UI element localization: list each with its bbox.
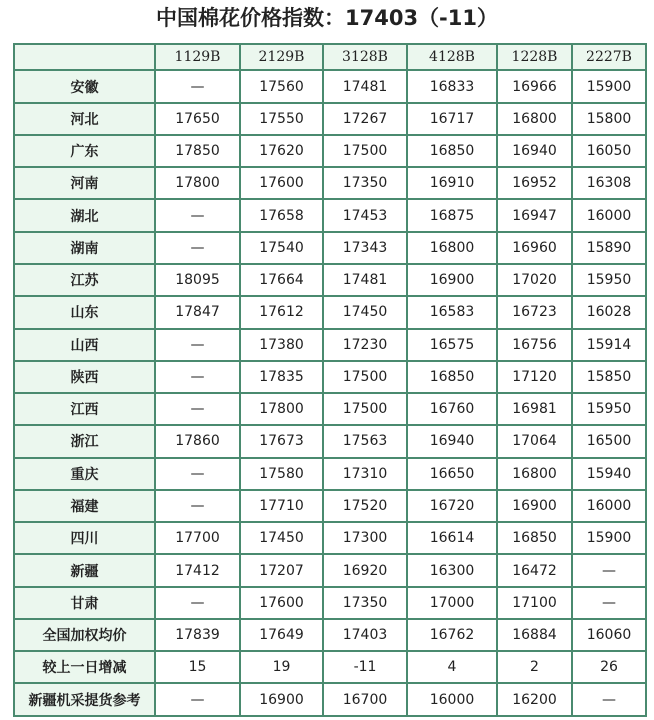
row-label: 湖南 (14, 232, 155, 264)
price-cell: 16920 (323, 554, 407, 586)
price-cell: — (572, 587, 646, 619)
price-cell: 17835 (240, 361, 323, 393)
price-cell: 17120 (497, 361, 572, 393)
price-cell: 16966 (497, 70, 572, 102)
price-cell: 16875 (407, 199, 497, 231)
price-cell: 17847 (155, 296, 240, 328)
price-cell: 16910 (407, 167, 497, 199)
price-cell: 16850 (497, 522, 572, 554)
price-cell: 2 (497, 651, 572, 683)
price-cell: 16000 (572, 490, 646, 522)
price-cell: 15 (155, 651, 240, 683)
price-cell: 17839 (155, 619, 240, 651)
price-cell: 16300 (407, 554, 497, 586)
table-row (14, 70, 646, 102)
price-cell: 17481 (323, 264, 407, 296)
price-cell: 16760 (407, 393, 497, 425)
price-cell: 17343 (323, 232, 407, 264)
price-cell: 17658 (240, 199, 323, 231)
price-cell: 16952 (497, 167, 572, 199)
price-cell: 16200 (497, 683, 572, 716)
price-cell: 17600 (240, 167, 323, 199)
price-cell: 15890 (572, 232, 646, 264)
price-cell: 17230 (323, 329, 407, 361)
price-cell: 17500 (323, 393, 407, 425)
price-cell: 26 (572, 651, 646, 683)
price-cell: 17650 (155, 103, 240, 135)
price-cell: 16028 (572, 296, 646, 328)
price-cell: — (572, 683, 646, 716)
table-row (14, 199, 646, 231)
price-cell: 15800 (572, 103, 646, 135)
table-row (14, 361, 646, 393)
price-cell: 17550 (240, 103, 323, 135)
price-cell: 17481 (323, 70, 407, 102)
price-cell: — (155, 361, 240, 393)
price-cell: 17620 (240, 135, 323, 167)
price-cell: — (155, 683, 240, 716)
price-cell: 16614 (407, 522, 497, 554)
price-cell: 17350 (323, 167, 407, 199)
price-cell: 16575 (407, 329, 497, 361)
price-cell: 16833 (407, 70, 497, 102)
table-row (14, 651, 646, 683)
row-label: 山西 (14, 329, 155, 361)
column-header: 1129B (155, 44, 240, 70)
table-row (14, 683, 646, 716)
row-label: 河北 (14, 103, 155, 135)
price-cell: 17412 (155, 554, 240, 586)
price-cell: 16940 (407, 425, 497, 457)
price-cell: 16756 (497, 329, 572, 361)
price-cell: 16900 (240, 683, 323, 716)
row-label: 安徽 (14, 70, 155, 102)
header-row (14, 44, 646, 70)
price-cell: 17207 (240, 554, 323, 586)
price-cell: 16850 (407, 135, 497, 167)
price-cell: — (155, 393, 240, 425)
price-cell: 17350 (323, 587, 407, 619)
row-label: 河南 (14, 167, 155, 199)
price-cell: 16800 (497, 103, 572, 135)
table-row (14, 232, 646, 264)
price-cell: 16762 (407, 619, 497, 651)
price-cell: 17020 (497, 264, 572, 296)
row-label: 新疆机采提货参考 (14, 683, 155, 716)
row-label: 广东 (14, 135, 155, 167)
price-cell: 17710 (240, 490, 323, 522)
table-row (14, 103, 646, 135)
price-cell: 17800 (240, 393, 323, 425)
price-cell: 17563 (323, 425, 407, 457)
table-row (14, 458, 646, 490)
price-cell: 16900 (497, 490, 572, 522)
price-cell: 17560 (240, 70, 323, 102)
price-cell: 17664 (240, 264, 323, 296)
table-row (14, 135, 646, 167)
price-cell: 17450 (240, 522, 323, 554)
row-label: 湖北 (14, 199, 155, 231)
price-cell: 15850 (572, 361, 646, 393)
price-cell: 17267 (323, 103, 407, 135)
table-row (14, 425, 646, 457)
price-cell: 16308 (572, 167, 646, 199)
price-cell: 17649 (240, 619, 323, 651)
column-header: 2129B (240, 44, 323, 70)
price-cell: 16583 (407, 296, 497, 328)
table-row (14, 490, 646, 522)
price-cell: 16940 (497, 135, 572, 167)
price-cell: 16947 (497, 199, 572, 231)
table-row (14, 393, 646, 425)
price-cell: 15900 (572, 70, 646, 102)
row-label: 江西 (14, 393, 155, 425)
price-cell: 15940 (572, 458, 646, 490)
price-cell: 17860 (155, 425, 240, 457)
price-cell: 16000 (572, 199, 646, 231)
price-cell: 17310 (323, 458, 407, 490)
table-row (14, 587, 646, 619)
price-cell: 16800 (497, 458, 572, 490)
price-cell: 16850 (407, 361, 497, 393)
table-row (14, 296, 646, 328)
price-cell: 17580 (240, 458, 323, 490)
price-cell: 17700 (155, 522, 240, 554)
price-cell: 17300 (323, 522, 407, 554)
price-cell: 17500 (323, 135, 407, 167)
row-label: 福建 (14, 490, 155, 522)
table-row (14, 167, 646, 199)
price-cell: 17403 (323, 619, 407, 651)
price-cell: 16500 (572, 425, 646, 457)
price-cell: — (155, 587, 240, 619)
price-cell: 18095 (155, 264, 240, 296)
price-cell: 17673 (240, 425, 323, 457)
row-label: 山东 (14, 296, 155, 328)
table-row (14, 554, 646, 586)
row-label: 全国加权均价 (14, 619, 155, 651)
price-cell: 17064 (497, 425, 572, 457)
table-row (14, 522, 646, 554)
table-row (14, 329, 646, 361)
column-header: 2227B (572, 44, 646, 70)
price-cell: 19 (240, 651, 323, 683)
table-row (14, 264, 646, 296)
row-label: 重庆 (14, 458, 155, 490)
price-cell: 17100 (497, 587, 572, 619)
column-header: 3128B (323, 44, 407, 70)
price-cell: — (155, 329, 240, 361)
price-cell: 4 (407, 651, 497, 683)
row-label: 浙江 (14, 425, 155, 457)
price-cell: 16472 (497, 554, 572, 586)
page-title: 中国棉花价格指数：17403（-11） (156, 6, 498, 30)
price-cell: 16981 (497, 393, 572, 425)
row-label: 较上一日增减 (14, 651, 155, 683)
price-cell: — (572, 554, 646, 586)
price-cell: — (155, 458, 240, 490)
row-label: 陕西 (14, 361, 155, 393)
price-cell: 17800 (155, 167, 240, 199)
price-cell: -11 (323, 651, 407, 683)
price-cell: 17380 (240, 329, 323, 361)
row-label: 甘肃 (14, 587, 155, 619)
price-cell: 17500 (323, 361, 407, 393)
price-cell: 17612 (240, 296, 323, 328)
column-header: 1228B (497, 44, 572, 70)
price-cell: 17520 (323, 490, 407, 522)
price-cell: 16800 (407, 232, 497, 264)
price-cell: 17600 (240, 587, 323, 619)
column-header: 4128B (407, 44, 497, 70)
price-cell: 16720 (407, 490, 497, 522)
price-cell: 16050 (572, 135, 646, 167)
price-cell: 16060 (572, 619, 646, 651)
price-cell: 16723 (497, 296, 572, 328)
row-label: 四川 (14, 522, 155, 554)
price-cell: 17850 (155, 135, 240, 167)
price-cell: 17000 (407, 587, 497, 619)
price-cell: 16700 (323, 683, 407, 716)
price-cell: 16884 (497, 619, 572, 651)
price-cell: 15914 (572, 329, 646, 361)
table-row (14, 619, 646, 651)
price-cell: 16650 (407, 458, 497, 490)
row-label: 新疆 (14, 554, 155, 586)
price-cell: 16717 (407, 103, 497, 135)
price-cell: 16960 (497, 232, 572, 264)
cotton-price-table (13, 43, 647, 717)
price-cell: 15950 (572, 393, 646, 425)
price-cell: — (155, 70, 240, 102)
row-label: 江苏 (14, 264, 155, 296)
price-cell: — (155, 490, 240, 522)
price-cell: 17450 (323, 296, 407, 328)
price-cell: — (155, 199, 240, 231)
price-cell: 16900 (407, 264, 497, 296)
price-cell: — (155, 232, 240, 264)
price-cell: 15950 (572, 264, 646, 296)
price-cell: 17453 (323, 199, 407, 231)
corner-cell (14, 44, 155, 70)
price-cell: 15900 (572, 522, 646, 554)
price-cell: 16000 (407, 683, 497, 716)
price-cell: 17540 (240, 232, 323, 264)
